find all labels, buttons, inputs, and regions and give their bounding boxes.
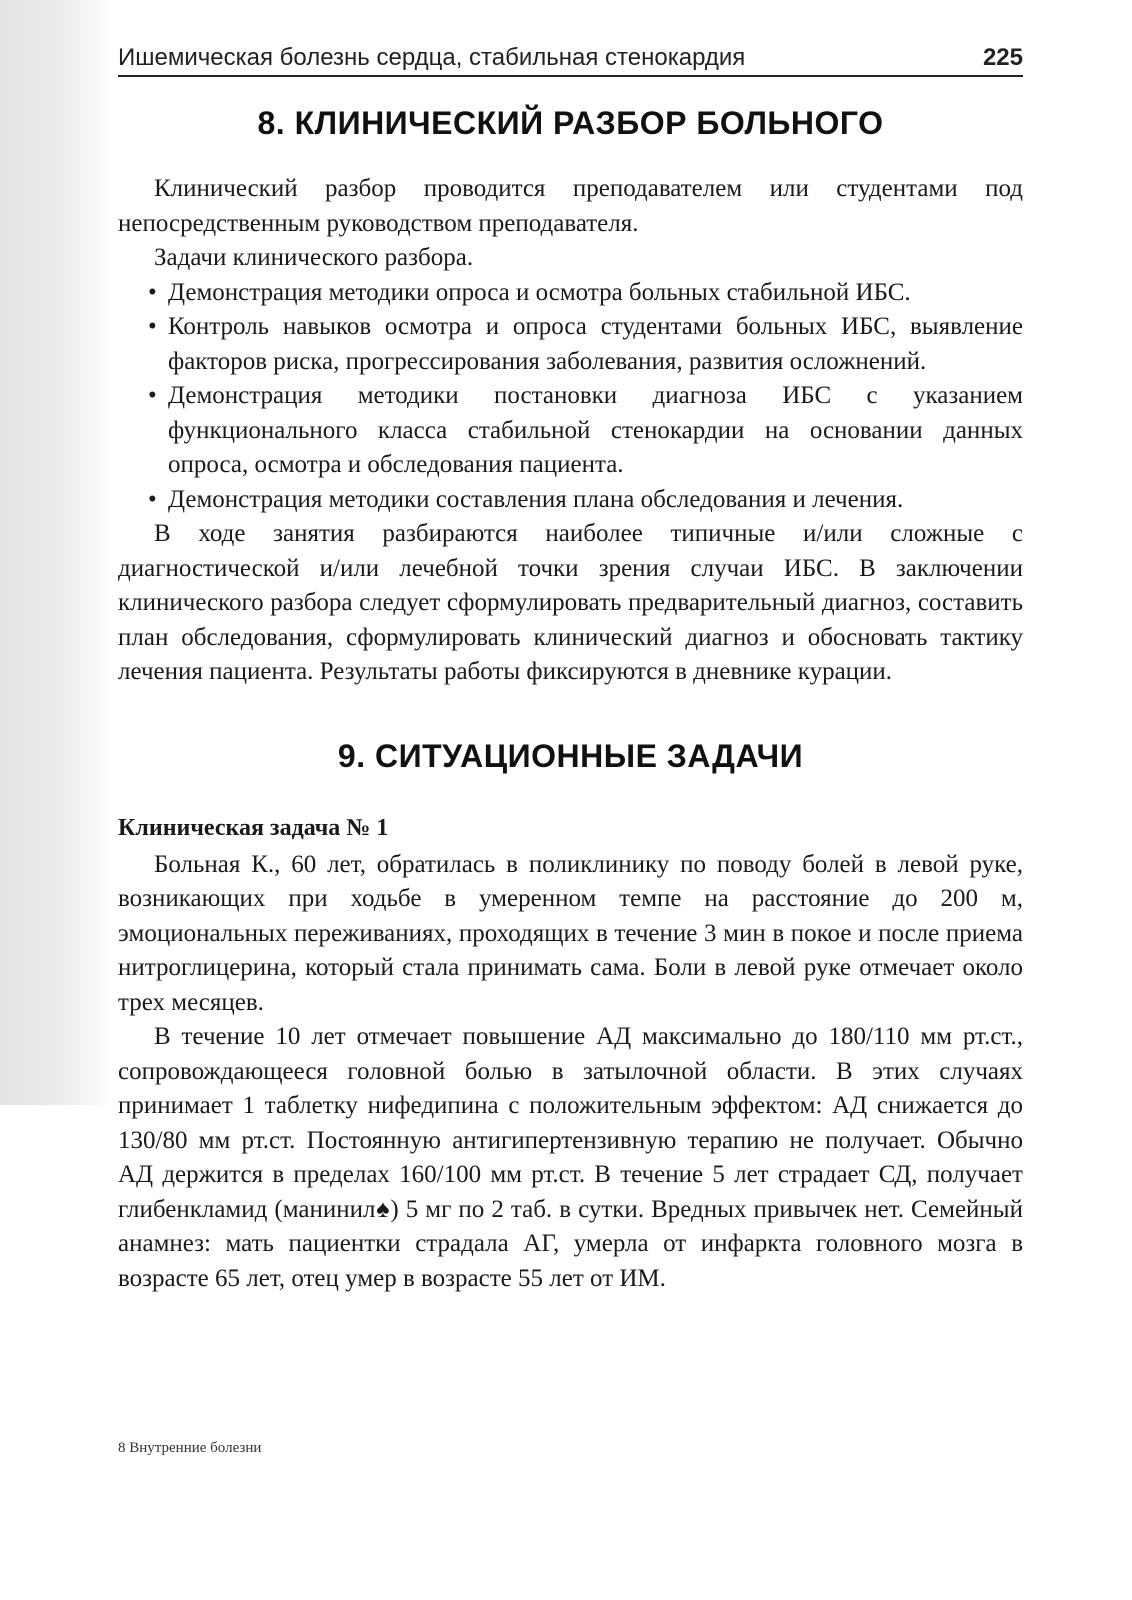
section-8-body: [118, 172, 1023, 690]
intro-paragraph: Клинический разбор проводится преподавателем или студентами под непосредственным руководством преподавателя.: [118, 175, 1023, 237]
list-item: • Демонстрация методики постановки диагноза ИБС с указанием функционального класса стабильной стенокардии на основании данных опроса, осмотра и обследования пациента.: [148, 379, 1023, 483]
tasks-label: Задачи клинического разбора.: [154, 244, 474, 271]
scan-edge-shading: [0, 0, 110, 1105]
page-number: 225: [982, 44, 1023, 71]
section-9-body: [118, 848, 1023, 1297]
case-paragraph-2: В течение 10 лет отмечает повышение АД максимально до 180/110 мм рт.ст., сопровождающееся головной болью в затылочной области. В этих случаях принимает 1 таблетку нифедипина с положительным эффектом: АД снижается до 130/80 мм рт.ст. Постоянную антигипертензивную терапию не получает. Обычно АД держится в пределах 160/100 мм рт.ст. В течение 5 лет страдает СД, получает глибенкламид (манинил♠) 5 мг по 2 таб. в сутки. Вредных привычек нет. Семейный анамнез: мать пациентки страдала АГ, умерла от инфаркта головного мозга в возрасте 65 лет, отец умер в возрасте 55 лет от ИМ.: [118, 1023, 1023, 1292]
book-page: [118, 44, 1023, 1296]
clinical-task-title: Клиническая задача № 1: [118, 814, 389, 841]
running-header: [118, 44, 1023, 77]
running-title: Ишемическая болезнь сердца, стабильная стенокардия: [118, 44, 746, 71]
tasks-list: [118, 276, 1023, 518]
section-8-heading: 8. КЛИНИЧЕСКИЙ РАЗБОР БОЛЬНОГО: [257, 105, 884, 141]
list-item: • Контроль навыков осмотра и опроса студентами больных ИБС, выявление факторов риска, прогрессирования заболевания, развития осложнений.: [148, 310, 1023, 379]
list-item: • Демонстрация методики опроса и осмотра больных стабильной ИБС.: [148, 276, 1023, 311]
case-paragraph-1: Больная К., 60 лет, обратилась в поликлинику по поводу болей в левой руке, возникающих при ходьбе в умеренном темпе на расстояние до 200 м, эмоциональных переживаниях, проходящих в течение 3 мин в покое и после приема нитроглицерина, который стала принимать сама. Боли в левой руке отмечает около трех месяцев.: [118, 850, 1023, 1016]
closing-paragraph: В ходе занятия разбираются наиболее типичные и/или сложные с диагностической и/или лечебной точки зрения случаи ИБС. В заключении клинического разбора следует сформулировать предварительный диагноз, составить план обследования, сформулировать клинический диагноз и обосновать тактику лечения пациента. Результаты работы фиксируются в дневнике курации.: [118, 520, 1023, 685]
list-item: • Демонстрация методики составления плана обследования и лечения.: [148, 483, 1023, 518]
signature-mark: 8 Внутренние болезни: [118, 1440, 262, 1456]
section-9-heading: 9. СИТУАЦИОННЫЕ ЗАДАЧИ: [337, 737, 804, 774]
